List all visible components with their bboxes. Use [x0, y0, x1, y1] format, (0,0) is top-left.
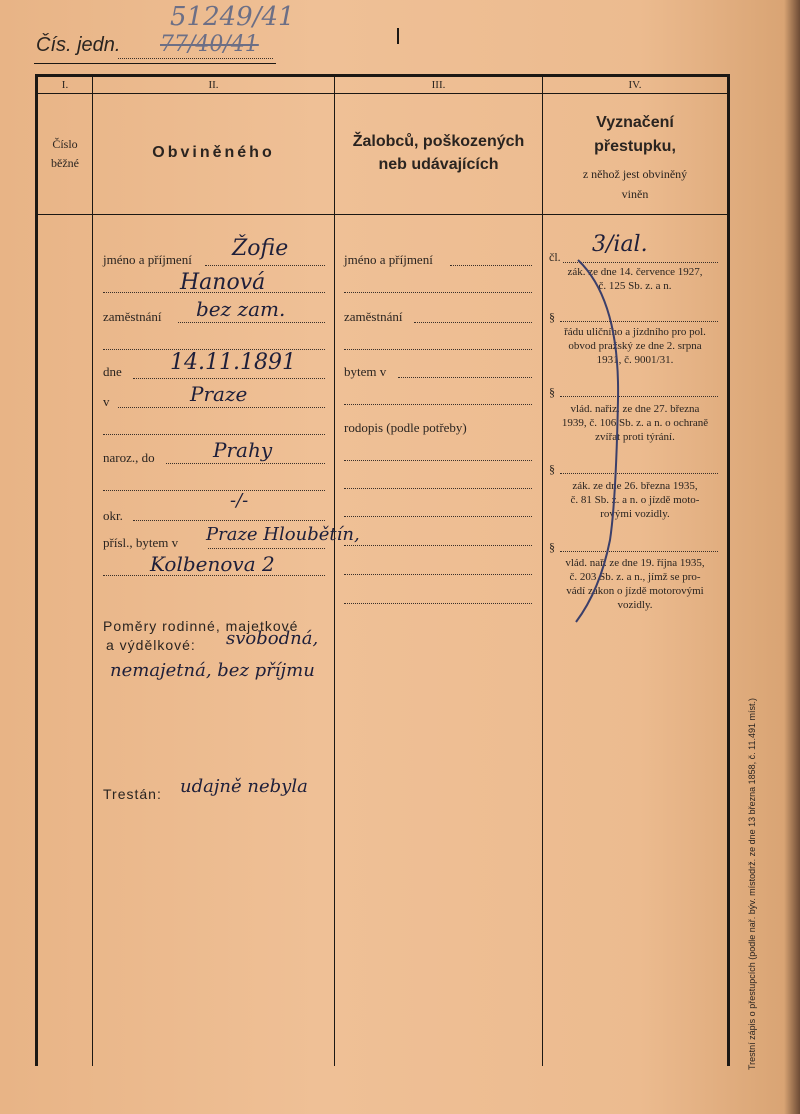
offence-article-text-2: č. 125 Sb. z. a n.: [598, 280, 672, 292]
header-underline: [34, 63, 276, 64]
accused-residence: Praze Hloubětín,: [206, 524, 360, 545]
col2-title: Obviněného: [152, 144, 275, 161]
col4-title-4: viněn: [621, 187, 649, 201]
col4-numeral: IV.: [628, 79, 642, 91]
complainant-name-label: jméno a příjmení: [344, 252, 433, 267]
accused-birthplace-line: [118, 407, 325, 408]
table-right-border: [727, 74, 730, 1066]
accused-occupation-label: zaměstnání: [103, 309, 162, 324]
complainant-residence-line: [398, 377, 532, 378]
offence-s4-text-3: vádí zákon o jízdě motorovými: [566, 585, 704, 597]
offence-s1-text-3: 1931, č. 9001/31.: [596, 354, 674, 366]
paper-tick-mark: [397, 28, 399, 44]
complainant-line-b: [344, 488, 532, 489]
col3-title-2: neb udávajících: [378, 156, 499, 173]
table-left-border: [35, 74, 38, 1066]
family-circumstances-label-2: a výdělkové:: [106, 637, 196, 653]
col3-title-1: Žalobců, poškozených: [352, 133, 525, 150]
accused-domicile-label: naroz., do: [103, 450, 155, 465]
accused-surname: Hanová: [180, 270, 266, 295]
complainant-occupation-label: zaměstnání: [344, 309, 403, 324]
accused-district-line: [133, 520, 325, 521]
offence-s3-mark: §: [549, 462, 555, 476]
col1-title-1: Číslo: [52, 137, 78, 151]
offence-s1-text-1: řádu uličního a jízdního pro pol.: [564, 326, 706, 338]
complainant-name-line: [450, 265, 532, 266]
family-circumstances-value-2: nemajetná, bez příjmu: [110, 660, 315, 681]
accused-district: -/-: [230, 490, 249, 511]
complainant-blank-line-2: [344, 404, 532, 405]
offence-s2-mark: §: [549, 385, 555, 399]
accused-birthdate-label: dne: [103, 364, 122, 379]
accused-blank-line-2: [103, 434, 325, 435]
accused-district-label: okr.: [103, 508, 123, 523]
accused-first-name: Žofie: [232, 236, 289, 261]
col4-title-1: Vyznačení: [596, 114, 674, 131]
accused-occupation-line: [178, 322, 325, 323]
col4-title-2: přestupku,: [594, 138, 676, 155]
cis-jedn-label: Čís. jedn.: [36, 34, 121, 56]
accused-domicile-line: [166, 463, 325, 464]
offence-s2-text-3: zvířat proti týrání.: [595, 431, 675, 443]
col4-title-3: z něhož jest obviněný: [582, 167, 688, 181]
accused-name-line: [205, 265, 325, 266]
complainant-line-f: [344, 603, 532, 604]
accused-occupation: bez zam.: [196, 297, 286, 321]
offence-s3-text-2: č. 81 Sb. z. a n. o jízdě moto-: [570, 494, 700, 506]
numeral-row-divider: [38, 93, 727, 94]
offence-s4-text-2: č. 203 Sb. z. a n., jímž se pro-: [569, 571, 701, 583]
offence-s3-text-1: zák. ze dne 26. března 1935,: [572, 480, 698, 492]
col1-numeral: I.: [61, 79, 69, 91]
family-circumstances-value-1: svobodná,: [226, 628, 319, 649]
criminal-record-value: udajně nebyla: [180, 776, 308, 797]
accused-residence-label: přísl., bytem v: [103, 535, 179, 550]
accused-name-label: jméno a příjmení: [103, 252, 192, 267]
offence-s3-text-3: rovými vozidly.: [600, 508, 670, 520]
complainant-line-a: [344, 460, 532, 461]
complainant-name-line-2: [344, 292, 532, 293]
family-circumstances-label-1: Poměry rodinné, majetkové: [103, 618, 299, 634]
offence-s1-mark: §: [549, 310, 555, 324]
complainant-line-c: [344, 516, 532, 517]
complainant-residence-label: bytem v: [344, 364, 387, 379]
offence-article-text-1: zák. ze dne 14. července 1927,: [567, 266, 703, 278]
accused-birthdate: 14.11.1891: [170, 350, 296, 375]
complainant-line-d: [344, 545, 532, 546]
complainant-genealogy-label: rodopis (podle potřeby): [344, 420, 467, 435]
offence-s4-text-4: vozidly.: [617, 599, 653, 611]
cis-jedn-handwritten-struck: 77/40/41: [160, 32, 259, 57]
accused-birthplace-label: v: [103, 394, 110, 409]
offence-s2-text-1: vlád. nařiz. ze dne 27. března: [570, 403, 700, 415]
table-top-border: [35, 74, 730, 77]
offence-s1-text-2: obvod pražský ze dne 2. srpna: [568, 340, 702, 352]
complainant-occupation-line: [414, 322, 532, 323]
col-divider-2: [334, 77, 335, 1066]
col3-numeral: III.: [431, 79, 446, 91]
complainant-line-e: [344, 574, 532, 575]
accused-street: Kolbenova 2: [150, 552, 275, 576]
offence-article-value: 3/ial.: [592, 232, 648, 257]
cis-jedn-line: [118, 58, 273, 59]
cis-jedn-handwritten-top: 51249/41: [170, 2, 295, 32]
accused-blank-line-3: [103, 490, 325, 491]
offence-s4-text-1: vlád. nař. ze dne 19. října 1935,: [565, 557, 705, 569]
accused-birthplace: Praze: [190, 382, 248, 406]
offence-s4-mark: §: [549, 540, 555, 554]
col2-numeral: II.: [208, 79, 219, 91]
accused-birthdate-line: [133, 378, 325, 379]
accused-residence-line: [208, 548, 325, 549]
criminal-record-label: Trestán:: [103, 786, 162, 802]
col-divider-1: [92, 77, 93, 1066]
header-row-divider: [38, 214, 727, 215]
offence-s2-text-2: 1939, č. 106 Sb. z. a n. o ochraně: [561, 417, 709, 429]
offence-article-label: čl.: [549, 250, 561, 264]
handwritten-bracket-stroke: [570, 240, 650, 640]
col1-title-2: běžné: [51, 156, 79, 170]
accused-domicile: Prahy: [213, 438, 273, 462]
complainant-blank-line-1: [344, 349, 532, 350]
side-note: Trestní zápis o přestupcích (podle nař. býv. místodrž. ze dne 13 března 1858, č. 11.491 míst.): [747, 697, 757, 1070]
